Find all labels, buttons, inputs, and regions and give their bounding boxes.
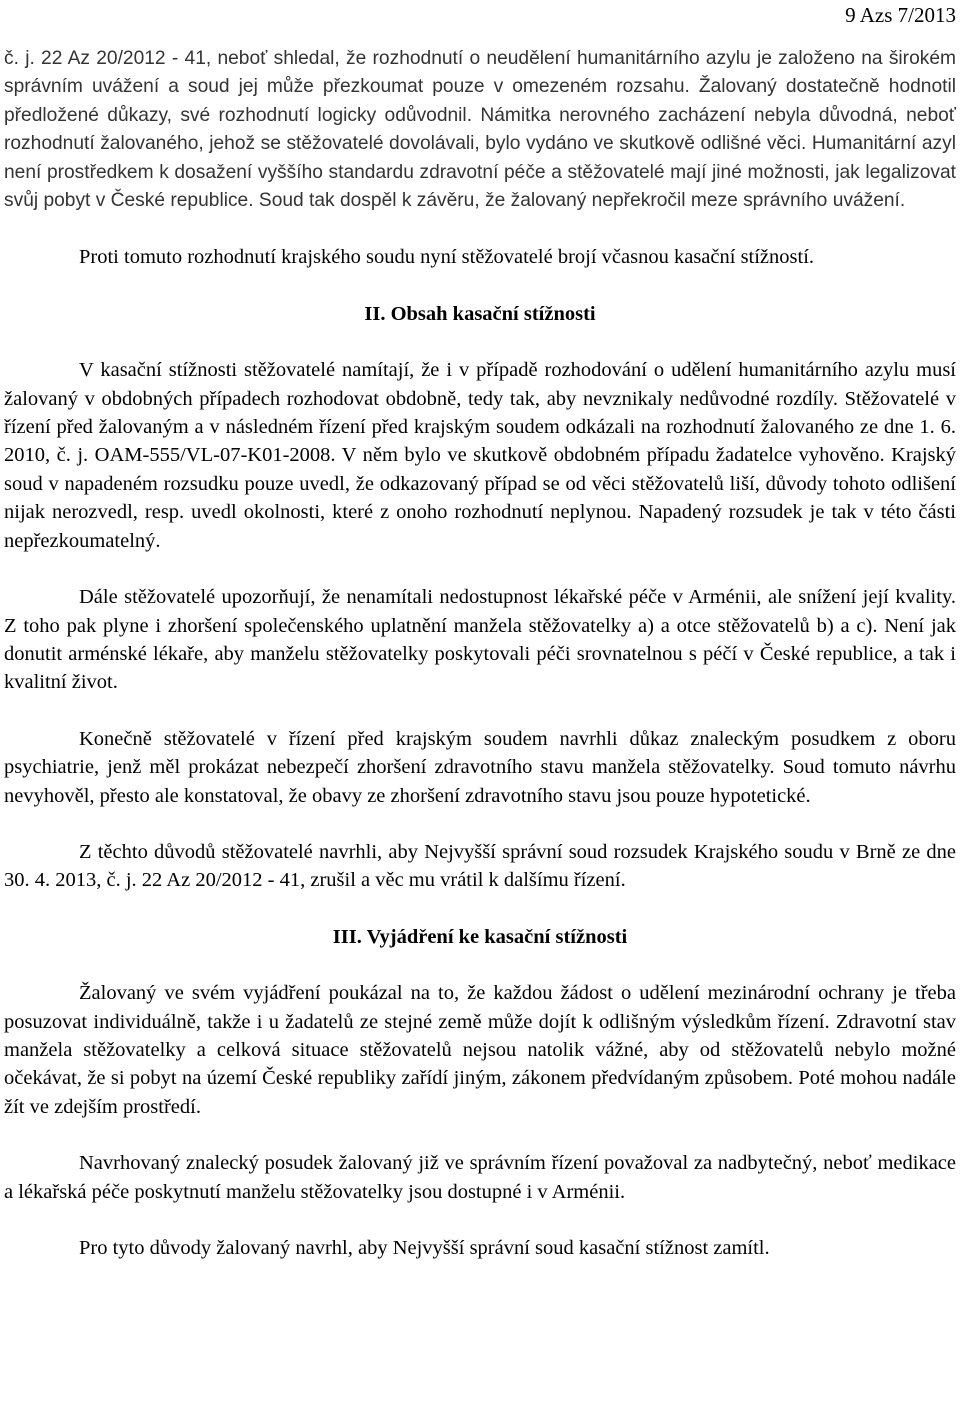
paragraph-court-reasoning: č. j. 22 Az 20/2012 - 41, neboť shledal, že rozhodnutí o neudělení humanitárního azylu je založeno na širokém správním uvážení a soud jej může přezkoumat pouze v omezeném rozsahu. Žalovaný dostatečně hodnotil předložené důkazy, své rozhodnutí logicky odůvodnil. Námitka nerovného zacházení nebyla důvodná, neboť rozhodnutí žalovaného, jehož se stěžovatelé dovolávali, bylo vydáno ve skutkově odlišné věci. Humanitární azyl není prostředkem k dosažení vyššího standardu zdravotní péče a stěžovatelé mají jiné možnosti, jak legalizovat svůj pobyt v České republice. Soud tak dospěl k závěru, že žalovaný nepřekročil meze správního uvážení. [4,48,956,212]
paragraph-expert-opinion: Konečně stěžovatelé v řízení před krajským soudem navrhli důkaz znaleckým posudkem z oboru psychiatrie, jenž měl prokázat nebezpečí zhoršení zdravotního stavu manžela stěžovatelky. Soud tomuto návrhu nevyhověl, přesto ale konstatoval, že obavy ze zhoršení zdravotního stavu jsou pouze hypotetické. [4,727,956,807]
document-body [4,45,956,1290]
paragraph-cassation-filed: Proti tomuto rozhodnutí krajského soudu nyní stěžovatelé brojí včasnou kasační stížností. [79,246,815,269]
paragraph-complaint-arguments: V kasační stížnosti stěžovatelé namítají, že i v případě rozhodování o udělení humanitárního azylu musí žalovaný v obdobných případech rozhodovat obdobně, tedy tak, aby nevznikaly nedůvodné rozdíly. Stěžovatelé v řízení před žalovaným a v následném řízení před krajským soudem odkázali na rozhodnutí žalovaného ze dne 1. 6. 2010, č. j. OAM-555/VL-07-K01-2008. V něm bylo ve skutkově obdobném případu žadatelce vyhověno. Krajský soud v napadeném rozsudku pouze uvedl, že odkazovaný případ se od věci stěžovatelů liší, důvody tohoto odlišení nijak nerozvedl, resp. uvedl okolnosti, které z onoho rozhodnutí neplynou. Napadený rozsudek je tak v této části nepřezkoumatelný. [4,359,956,552]
paragraph-expert-unnecessary: Navrhovaný znalecký posudek žalovaný již ve správním řízení považoval za nadbytečný, neboť medikace a lékařská péče poskytnutí manželu stěžovatelky jsou dostupné i v Arménii. [4,1152,956,1203]
case-number-header: 9 Azs 7/2013 [845,3,956,27]
section-heading-3: III. Vyjádření ke kasační stížnosti [332,925,628,948]
section-heading-2: II. Obsah kasační stížnosti [364,302,596,325]
paragraph-request: Z těchto důvodů stěžovatelé navrhli, aby Nejvyšší správní soud rozsudek Krajského soudu v Brně ze dne 30. 4. 2013, č. j. 22 Az 20/2012 - 41, zrušil a věc mu vrátil k dalšímu řízení. [4,840,956,892]
paragraph-medical-care: Dále stěžovatelé upozorňují, že nenamítali nedostupnost lékařské péče v Arménii, ale snížení její kvality. Z toho pak plyne i zhoršení společenského uplatnění manžela stěžovatelky a) a otce stěžovatelů b) a c). Není jak donutit arménské lékaře, aby manželu stěžovatelky poskytovali péči srovnatelnou s péčí v České republice, a tak i kvalitní život. [4,586,956,694]
paragraph-defendant-statement: Žalovaný ve svém vyjádření poukázal na to, že každou žádost o udělení mezinárodní ochrany je třeba posuzovat individuálně, takže i u žadatelů ze stejné země může dojít k odlišným výsledkům řízení. Zdravotní stav manžela stěžovatelky a celková situace stěžovatelů nejsou natolik vážné, aby od stěžovatelů nebylo možné očekávat, že si pobyt na území České republiky zařídí jiným, zákonem předvídaným způsobem. Poté mohou nadále žít ve zdejším prostředí. [4,982,956,1118]
paragraph-dismissal-request: Pro tyto důvody žalovaný navrhl, aby Nejvyšší správní soud kasační stížnost zamítl. [79,1237,770,1259]
